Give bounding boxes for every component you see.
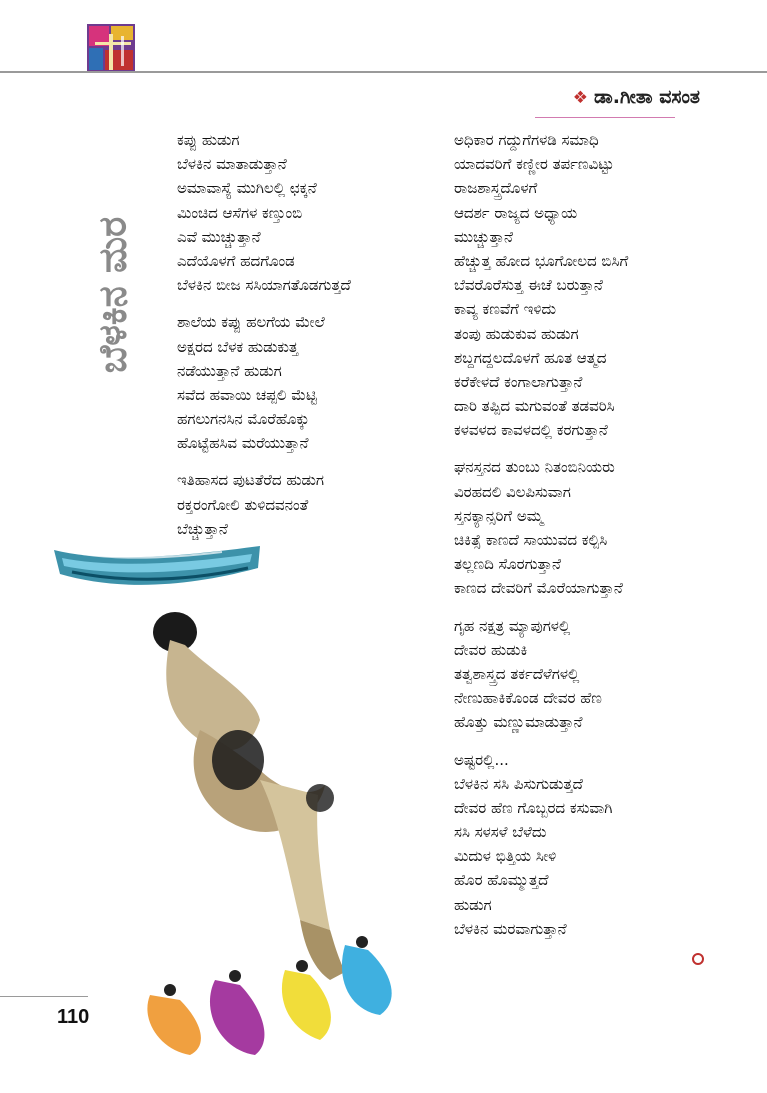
diamond-cluster-icon: ❖: [572, 88, 588, 108]
magazine-logo: [87, 24, 135, 72]
poem-line: ಘನಸ್ತನದ ತುಂಬು ನಿತಂಬಿನಿಯರು: [454, 458, 615, 477]
stanza: [454, 128, 628, 442]
poem-line: ಆದರ್ಶ ರಾಜ್ಯದ ಅಧ್ಯಾಯ: [454, 203, 578, 222]
poem-column-right: [454, 128, 628, 954]
poem-line: ಎವೆ ಮುಚ್ಚುತ್ತಾನೆ: [177, 227, 261, 246]
header-rule: [0, 71, 767, 73]
poem-line: ಗೃಹ ನಕ್ಷತ್ರ ಮ್ಯಾಪುಗಳಲ್ಲಿ: [454, 616, 571, 635]
poem-line: ಸವೆದ ಹವಾಯಿ ಚಪ್ಪಲಿ ಮೆಟ್ಟಿ: [177, 385, 317, 404]
poem-line: ಕರೆಕೇಳದೆ ಕಂಗಾಲಾಗುತ್ತಾನೆ: [454, 372, 583, 391]
poem-line: ಅಷ್ಟರಲ್ಲಿ...: [454, 750, 509, 769]
poem-line: ಶಬ್ದಗದ್ದಲದೊಳಗೆ ಹೂತ ಆತ್ಮದ: [454, 348, 607, 367]
stanza: [454, 455, 628, 600]
poem-title: [88, 200, 138, 390]
poem-line: ಮಿಂಚಿದ ಆಸೆಗಳ ಕಣ್ತುಂಬಿ: [177, 203, 303, 222]
author-name: ಡಾ.ಗೀತಾ ವಸಂತ: [593, 86, 700, 108]
poem-line: ಚಿಕಿತ್ಸೆ ಕಾಣದೆ ಸಾಯುವದ ಕಲ್ಪಿಸಿ: [454, 531, 608, 549]
poem-line: ದೇವರ ಹುಡುಕಿ: [454, 640, 528, 659]
poem-title-text: ಬೆಳಕಿನ ಮರ: [90, 216, 135, 374]
stanza: [177, 128, 351, 297]
poem-line: ಎದೆಯೊಳಗೆ ಹದಗೊಂಡ: [177, 251, 295, 270]
poem-line: ಬೆವರೊರೆಸುತ್ತ ಈಚೆ ಬರುತ್ತಾನೆ: [454, 276, 603, 295]
poem-column-left: [177, 128, 351, 554]
poem-line: ಶಾಲೆಯ ಕಪ್ಪು ಹಲಗೆಯ ಮೇಲೆ: [177, 313, 325, 332]
poem-line: ಅಧಿಕಾರ ಗದ್ದುಗೆಗಳಡಿ ಸಮಾಧಿ: [454, 131, 599, 149]
decorative-brush-wave: [52, 528, 262, 600]
poem-line: ಹುಡುಗ: [454, 895, 492, 914]
poem-line: ಯಾದವರಿಗೆ ಕಣ್ಣೀರ ತರ್ಪಣವಿಟ್ಟು: [454, 155, 614, 174]
poem-line: ದೇವರ ಹೆಣ ಗೊಬ್ಬರದ ಕಸುವಾಗಿ: [454, 798, 613, 817]
author-underline: [535, 117, 675, 118]
illustration-figures: [140, 600, 440, 1090]
poem-line: ಬೆಳಕಿನ ಸಸಿ ಪಿಸುಗುಡುತ್ತದೆ: [454, 774, 583, 793]
poem-line: ಹೆಚ್ಚುತ್ತ ಹೋದ ಭೂಗೋಲದ ಬಿಸಿಗೆ: [454, 251, 629, 270]
poem-line: ನೇಣುಹಾಕಿಕೊಂಡ ದೇವರ ಹೆಣ: [454, 689, 602, 708]
poem-line: ಸ್ತನಕ್ಯಾನ್ಸರಿಗೆ ಅಮ್ಮ: [454, 506, 544, 525]
poem-line: ಬೆಳಕಿನ ಮರವಾಗುತ್ತಾನೆ: [454, 919, 567, 938]
poem-line: ಹೊತ್ತು ಮಣ್ಣುಮಾಡುತ್ತಾನೆ: [454, 713, 583, 732]
stanza: [454, 614, 628, 735]
poem-line: ರಾಜಶಾಸ್ತ್ರದೊಳಗೆ: [454, 179, 538, 198]
poem-line: ಅಕ್ಷರದ ಬೆಳಕ ಹುಡುಕುತ್ತ: [177, 337, 299, 356]
poem-line: ತಂಪು ಹುಡುಕುವ ಹುಡುಗ: [454, 324, 579, 343]
poem-line: ಕಾವ್ಯ ಕಣವೆಗೆ ಇಳಿದು: [454, 300, 556, 319]
poem-line: ಕಪ್ಪು ಹುಡುಗ: [177, 131, 240, 149]
poem-line: ತಲ್ಲಣದಿ ಸೊರಗುತ್ತಾನೆ: [454, 555, 561, 574]
poem-line: ಮುಚ್ಚುತ್ತಾನೆ: [454, 227, 513, 246]
author-line: [0, 86, 700, 108]
poem-line: ಕಳವಳದ ಕಾವಳದಲ್ಲಿ ಕರಗುತ್ತಾನೆ: [454, 421, 608, 440]
poem-line: ರಕ್ತರಂಗೋಲಿ ತುಳಿದವನಂತೆ: [177, 495, 309, 514]
poem-line: ಹೊಟ್ಟೆಹಸಿವ ಮರೆಯುತ್ತಾನೆ: [177, 434, 309, 453]
poem-line: ನಡೆಯುತ್ತಾನೆ ಹುಡುಗ: [177, 361, 282, 380]
circle-end-icon: [692, 953, 704, 965]
page-number: 110: [57, 1006, 90, 1028]
poem-line: ದಾರಿ ತಪ್ಪಿದ ಮಗುವಂತೆ ತಡವರಿಸಿ: [454, 397, 615, 416]
poem-line: ಸಸಿ ಸಳಸಳೆ ಬೆಳೆದು: [454, 823, 547, 842]
stanza: [177, 310, 351, 455]
poem-line: ಅಮಾವಾಸ್ಯೆ ಮುಗಿಲಲ್ಲಿ ಛಕ್ಕನೆ: [177, 179, 317, 198]
poem-line: ತತ್ವಶಾಸ್ತ್ರದ ತರ್ಕದೆಳೆಗಳಲ್ಲಿ: [454, 664, 580, 683]
poem-line: ಬೆಳಕಿನ ಬೀಜ ಸಸಿಯಾಗತೊಡಗುತ್ತದೆ: [177, 276, 351, 295]
poem-line: ಬೆಚ್ಚುತ್ತಾನೆ: [177, 519, 228, 538]
stanza: [454, 748, 628, 942]
poem-line: ವಿರಹದಲಿ ವಿಲಪಿಸುವಾಗ: [454, 482, 571, 501]
poem-line: ಕಾಣದ ದೇವರಿಗೆ ಮೊರೆಯಾಗುತ್ತಾನೆ: [454, 579, 623, 598]
poem-line: ಹೊರ ಹೊಮ್ಮುತ್ತದೆ: [454, 871, 549, 890]
poem-line: ಹಗಲುಗನಸಿನ ಮೊರೆಹೊಕ್ಕು: [177, 410, 310, 429]
poem-line: ಬೆಳಕಿನ ಮಾತಾಡುತ್ತಾನೆ: [177, 155, 287, 174]
poem-line: ಮಿದುಳ ಭಿತ್ತಿಯ ಸೀಳಿ: [454, 847, 557, 866]
poem-line: ಇತಿಹಾಸದ ಪುಟತೆರೆದ ಹುಡುಗ: [177, 471, 324, 490]
footer-rule: [0, 996, 88, 997]
